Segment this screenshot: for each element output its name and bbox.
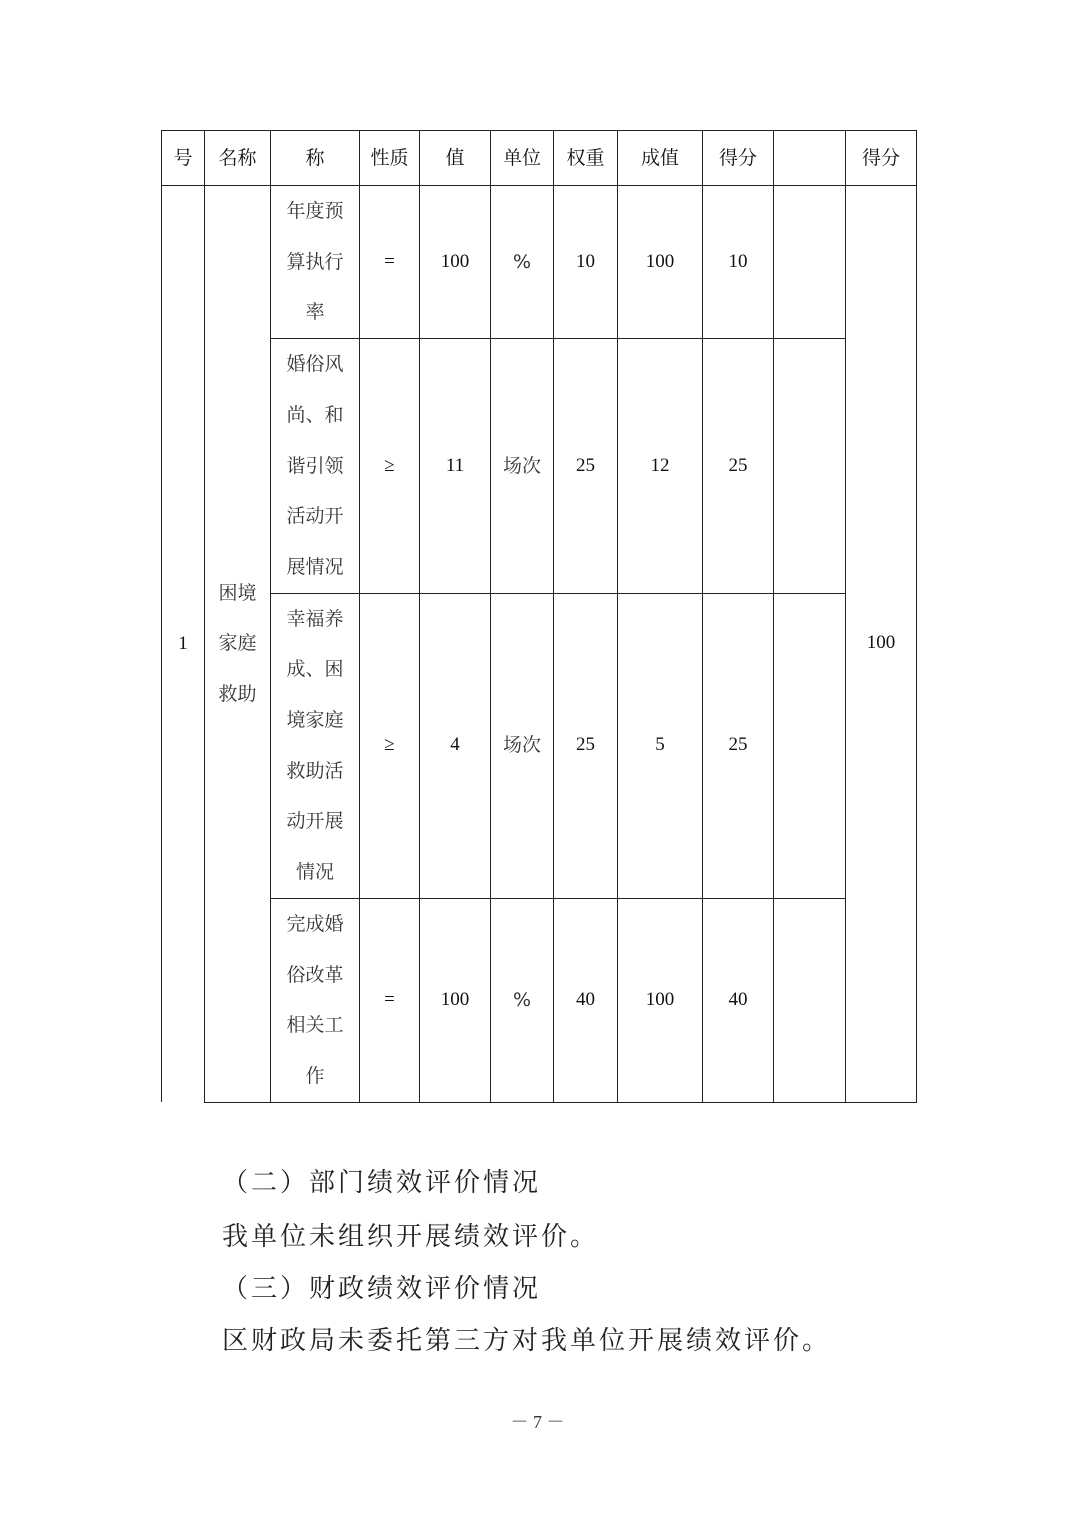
indicator-cell — [271, 898, 360, 1102]
score-cell: 25 — [703, 339, 774, 594]
table-row — [162, 593, 917, 898]
extra-cell — [774, 186, 846, 339]
score-cell: 10 — [703, 186, 774, 339]
performance-table-wrap — [161, 130, 916, 1103]
target-cell: 11 — [420, 339, 491, 594]
weight-cell: 25 — [554, 593, 618, 898]
header-weight: 权重 — [554, 131, 618, 186]
dept-evaluation-heading: （二）部门绩效评价情况 — [222, 1168, 542, 1198]
target-cell: 100 — [420, 186, 491, 339]
header-name: 名称 — [205, 131, 271, 186]
indicator-cell — [271, 339, 360, 594]
score-cell: 25 — [703, 593, 774, 898]
table-row — [162, 339, 917, 594]
table-header-row — [162, 131, 917, 186]
target-cell: 4 — [420, 593, 491, 898]
score-cell: 40 — [703, 898, 774, 1102]
total-score-cell: 100 — [846, 186, 917, 1103]
header-unit: 单位 — [491, 131, 554, 186]
actual-cell: 5 — [618, 593, 703, 898]
nature-cell: = — [360, 186, 420, 339]
actual-cell: 100 — [618, 186, 703, 339]
performance-table — [161, 130, 917, 1103]
nature-cell: ≥ — [360, 339, 420, 594]
extra-cell — [774, 593, 846, 898]
table-row — [162, 898, 917, 1102]
target-cell: 100 — [420, 898, 491, 1102]
weight-cell: 25 — [554, 339, 618, 594]
finance-evaluation-text: 区财政局未委托第三方对我单位开展绩效评价。 — [222, 1326, 832, 1356]
weight-cell: 10 — [554, 186, 618, 339]
header-target: 值 — [420, 131, 491, 186]
header-actual: 成值 — [618, 131, 703, 186]
unit-cell: % — [491, 186, 554, 339]
page-number: － 7 － — [510, 1412, 565, 1432]
header-seq: 号 — [162, 131, 205, 186]
unit-cell: 场次 — [491, 339, 554, 594]
finance-evaluation-heading: （三）财政绩效评价情况 — [222, 1274, 542, 1304]
seq-cell: 1 — [162, 186, 205, 1103]
indicator-cell — [271, 186, 360, 339]
indicator-text: 年度预算执行率 — [286, 200, 344, 324]
actual-cell: 100 — [618, 898, 703, 1102]
extra-cell — [774, 339, 846, 594]
extra-cell — [774, 898, 846, 1102]
header-total-score: 得分 — [846, 131, 917, 186]
table-row — [162, 186, 917, 339]
header-indicator: 称 — [271, 131, 360, 186]
unit-cell: 场次 — [491, 593, 554, 898]
header-extra — [774, 131, 846, 186]
unit-cell: % — [491, 898, 554, 1102]
header-score: 得分 — [703, 131, 774, 186]
indicator-text: 幸福养成、困境家庭救助活动开展情况 — [286, 607, 344, 884]
category-cell — [205, 186, 271, 1103]
indicator-text: 婚俗风尚、和谐引领活动开展情况 — [286, 353, 344, 578]
actual-cell: 12 — [618, 339, 703, 594]
nature-cell: = — [360, 898, 420, 1102]
header-nature: 性质 — [360, 131, 420, 186]
nature-cell: ≥ — [360, 593, 420, 898]
dept-evaluation-text: 我单位未组织开展绩效评价。 — [222, 1222, 600, 1252]
category-text: 困境家庭救助 — [218, 581, 257, 706]
indicator-cell — [271, 593, 360, 898]
weight-cell: 40 — [554, 898, 618, 1102]
indicator-text: 完成婚俗改革相关工作 — [286, 912, 344, 1087]
